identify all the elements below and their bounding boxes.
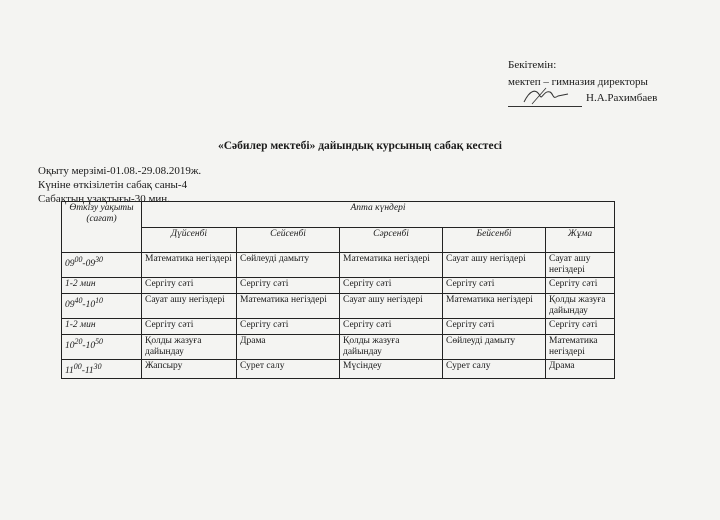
lesson-cell: Жапсыру	[142, 360, 237, 379]
time-cell: 1-2 мин	[62, 319, 142, 335]
lessons-per-day: Күніне өткізілетін сабақ саны-4	[38, 179, 188, 191]
lesson-cell: Математика негіздері	[142, 253, 237, 278]
time-cell: $09^{40}-10^{10}$	[62, 294, 142, 319]
lesson-cell: Сауат ашу негіздері	[142, 294, 237, 319]
signatory-name: Н.А.Рахимбаев	[586, 92, 658, 104]
approval-block	[508, 57, 657, 107]
signature-line	[508, 90, 657, 107]
lesson-cell: Қолды жазуға дайындау	[142, 335, 237, 360]
table-row	[62, 253, 615, 278]
lesson-cell: Драма	[546, 360, 615, 379]
lesson-cell: Сергіту сәті	[340, 319, 443, 335]
lesson-cell: Сауат ашу негіздері	[443, 253, 546, 278]
header-day: Сәрсенбі	[340, 227, 443, 253]
header-day: Бейсенбі	[443, 227, 546, 253]
lesson-cell: Драма	[237, 335, 340, 360]
time-cell: 1-2 мин	[62, 278, 142, 294]
lesson-cell: Сурет салу	[237, 360, 340, 379]
header-time: Өткізу уақыты (сағат)	[62, 202, 142, 253]
lesson-cell: Сергіту сәті	[546, 319, 615, 335]
time-cell: $09^{00}-09^{30}$	[62, 253, 142, 278]
lesson-cell: Сөйлеуді дамыту	[237, 253, 340, 278]
lesson-cell: Сергіту сәті	[237, 278, 340, 294]
table-row	[62, 319, 615, 335]
lesson-cell: Математика негіздері	[443, 294, 546, 319]
lesson-cell: Мүсіндеу	[340, 360, 443, 379]
lesson-cell: Математика негіздері	[546, 335, 615, 360]
header-day: Дүйсенбі	[142, 227, 237, 253]
lesson-cell: Сөйлеуді дамыту	[443, 335, 546, 360]
lesson-cell: Сергіту сәті	[443, 319, 546, 335]
header-days: Апта күндері	[142, 202, 615, 228]
approval-position: мектеп – гимназия директоры	[508, 75, 648, 88]
lesson-cell: Қолды жазуға дайындау	[546, 294, 615, 319]
lesson-cell: Математика негіздері	[340, 253, 443, 278]
signature-icon	[522, 86, 572, 106]
course-meta	[38, 164, 201, 206]
document-title: «Сәбилер мектебі» дайындық курсының сабақ кестесі	[217, 140, 503, 152]
schedule-table	[61, 201, 615, 379]
lesson-cell: Сергіту сәті	[237, 319, 340, 335]
approval-heading: Бекітемін:	[508, 59, 557, 71]
table-row	[62, 294, 615, 319]
lesson-cell: Сергіту сәті	[142, 278, 237, 294]
lesson-duration: Сабақтың ұзақтығы-30 мин.	[38, 193, 170, 205]
time-cell: $10^{20}-10^{50}$	[62, 335, 142, 360]
lesson-cell: Сергіту сәті	[443, 278, 546, 294]
lesson-cell: Сергіту сәті	[546, 278, 615, 294]
lesson-cell: Қолды жазуға дайындау	[340, 335, 443, 360]
lesson-cell: Сергіту сәті	[340, 278, 443, 294]
lesson-cell: Сауат ашу негіздері	[340, 294, 443, 319]
header-day: Сейсенбі	[237, 227, 340, 253]
signature-blank	[508, 94, 582, 107]
table-row	[62, 278, 615, 294]
training-period: Оқыту мерзімі-01.08.-29.08.2019ж.	[38, 165, 202, 177]
lesson-cell: Сурет салу	[443, 360, 546, 379]
lesson-cell: Математика негіздері	[237, 294, 340, 319]
table-row	[62, 360, 615, 379]
table-row	[62, 335, 615, 360]
lesson-cell: Сергіту сәті	[142, 319, 237, 335]
header-day: Жұма	[546, 227, 615, 253]
time-cell: $11^{00}-11^{30}$	[62, 360, 142, 379]
lesson-cell: Сауат ашу негіздері	[546, 253, 615, 278]
